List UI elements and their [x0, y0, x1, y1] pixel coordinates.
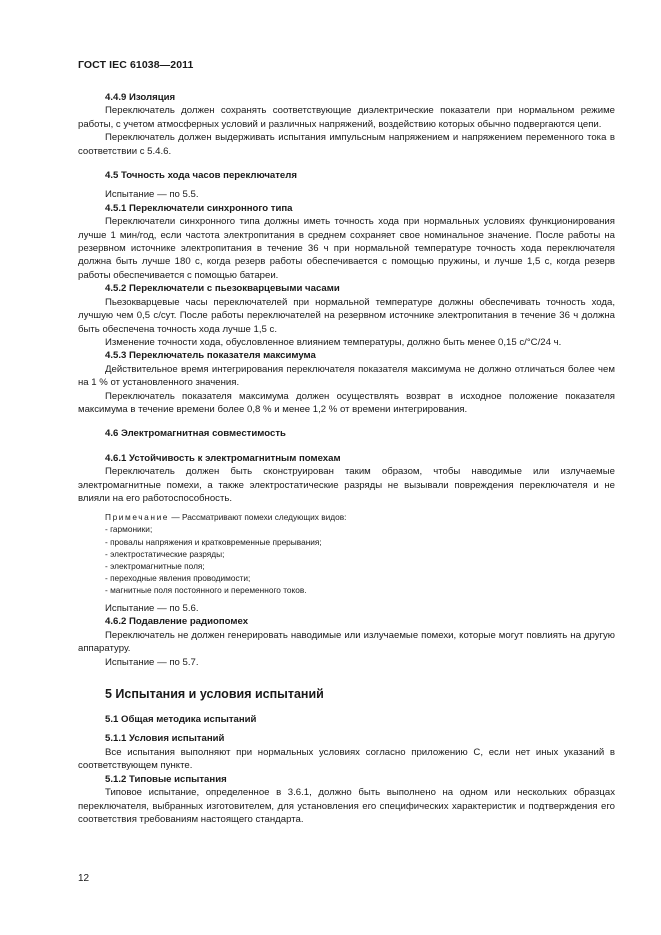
test-reference: Испытание — по 5.7. [105, 656, 199, 668]
heading-5-1-1: 5.1.1 Условия испытаний [105, 733, 225, 745]
paragraph: Типовое испытание, определенное в 3.6.1, должно быть выполнено на одном или нескольких образцах переключателя, выбранных изготовителем, для установления его специфических характеристик и подтверждения его соответствия требованиям настоящего стандарта. [78, 787, 615, 825]
paragraph: Изменение точности хода, обусловленное влиянием температуры, должно быть менее 0,15 с/°С/24 ч. [105, 336, 562, 348]
paragraph: Переключатель показателя максимума должен осуществлять возврат в исходное положение показателя максимума в течение времени более 0,8 % и менее 1,2 % от времени интегрирования. [78, 390, 615, 415]
document-header: ГОСТ IEC 61038—2011 [78, 59, 194, 71]
heading-4-5-2: 4.5.2 Переключатели с пьезокварцевыми часами [105, 283, 340, 295]
list-item: - электромагнитные поля; [105, 560, 205, 571]
heading-4-4-9: 4.4.9 Изоляция [105, 92, 176, 103]
page-number: 12 [78, 873, 90, 884]
paragraph: Переключатель должен быть сконструирован таким образом, чтобы наводимые или излучаемые электромагнитные помехи, а также электростатические разряды не вызывали повреждения переключателя и не влияли на его работоспособность. [78, 466, 615, 504]
paragraph: Пьезокварцевые часы переключателей при нормальной температуре должны обеспечивать точность хода, лучшую чем 0,5 с/сут. После работы переключателей на резервном источнике электропитания в течение 36 ч должна быть обеспечена точность хода лучше 1,5 с. [78, 296, 615, 335]
paragraph: Переключатель не должен генерировать наводимые или излучаемые помехи, которые могут повлиять на другую аппаратуру. [78, 629, 615, 655]
note-label: Примечание [105, 512, 170, 523]
document-body [78, 91, 615, 826]
test-reference: Испытание — по 5.6. [105, 603, 199, 615]
heading-4-5-3: 4.5.3 Переключатель показателя максимума [105, 350, 316, 362]
paragraph: Переключатель должен сохранять соответствующие диэлектрические показатели при нормальном режиме работы, с учетом атмосферных условий и различных напряжений, воздействию которых обычно подвергаются цепи. [78, 105, 615, 130]
heading-4-5-1: 4.5.1 Переключатели синхронного типа [105, 202, 293, 214]
paragraph: Переключатель должен выдерживать испытания импульсным напряжением и напряжением переменного тока в соответствии с 5.4.6. [78, 132, 615, 157]
heading-4-6: 4.6 Электромагнитная совместимость [105, 428, 286, 440]
heading-5-1-2: 5.1.2 Типовые испытания [105, 773, 227, 785]
test-reference: Испытание — по 5.5. [105, 189, 199, 201]
list-item: - магнитные поля постоянного и переменного токов. [105, 584, 307, 595]
paragraph: Все испытания выполняют при нормальных условиях согласно приложению С, если нет иных указаний в соответствующем пункте. [78, 746, 615, 772]
heading-5: 5 Испытания и условия испытаний [105, 687, 324, 702]
paragraph: Действительное время интегрирования переключателя показателя максимума не должно отличаться более чем на 1 % от установленного значения. [78, 363, 615, 389]
note-list [78, 523, 615, 596]
list-item: - провалы напряжения и кратковременные прерывания; [105, 536, 322, 547]
heading-4-6-1: 4.6.1 Устойчивость к электромагнитным помехам [105, 452, 341, 464]
list-item: - электростатические разряды; [105, 548, 225, 559]
note-text: — Рассматривают помехи следующих видов: [169, 512, 347, 523]
list-item: - гармоники; [105, 524, 153, 535]
paragraph: Переключатели синхронного типа должны иметь точность хода при нормальных условиях функционирования лучше 1 мин/год, если частота электропитания в среднем сохраняет свое номинальное значение. После работы на резервном источнике электропитания в течение 36 ч при нормальной температуре точность хода переключателя должна быть лучше 180 с, когда резерв работы обеспечивается с помощью пружины, и лучше 1,5 с, когда резерв работы обеспечивается с помощью батареи. [78, 216, 615, 281]
heading-4-5: 4.5 Точность хода часов переключателя [105, 170, 297, 182]
heading-5-1: 5.1 Общая методика испытаний [105, 714, 257, 726]
note [78, 511, 615, 523]
list-item: - переходные явления проводимости; [105, 572, 251, 583]
heading-4-6-2: 4.6.2 Подавление радиопомех [105, 616, 249, 628]
